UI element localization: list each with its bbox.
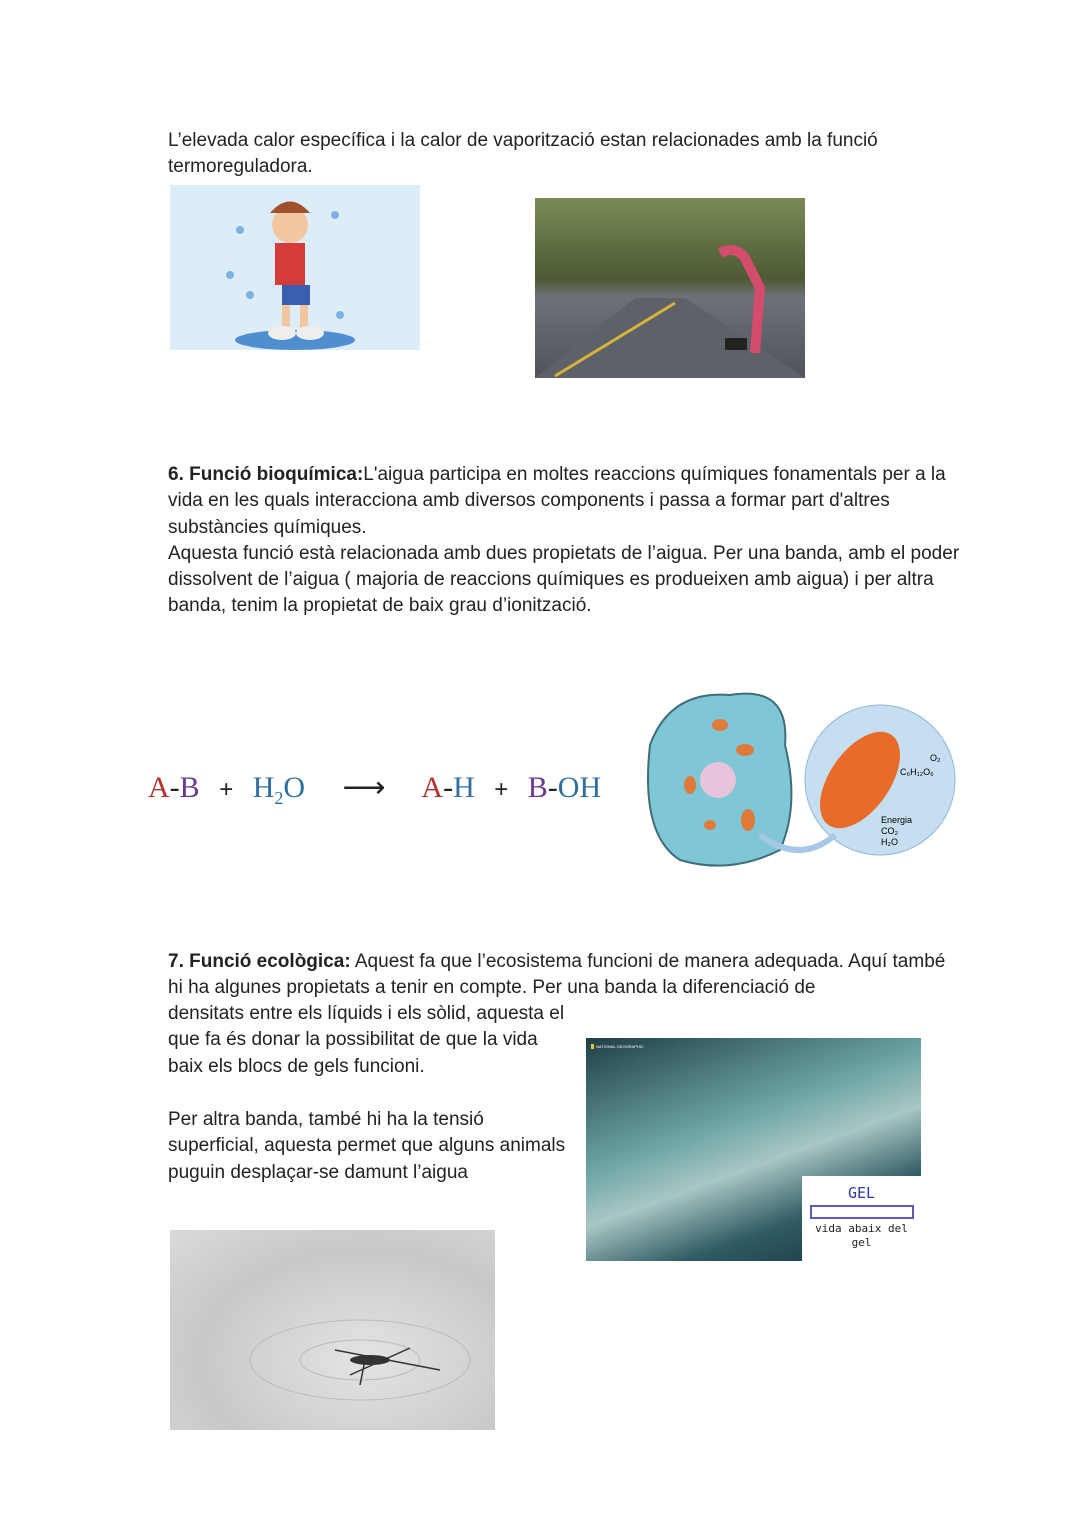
life-below-ice-label: vida abaix del gel bbox=[815, 1222, 908, 1249]
section-6-body: L'aigua participa en moltes reaccions químiques fonamentals per a la vida en les quals interacciona amb diversos components i passa a formar part d'altres substàncies químiques. bbox=[168, 464, 946, 538]
glucose-label: C₆H₁₂O₆ bbox=[900, 767, 934, 777]
eq-sub-2: 2 bbox=[274, 788, 284, 808]
eq-arrow: ⟶ bbox=[342, 771, 386, 804]
runner-road-photo bbox=[535, 198, 805, 378]
section-7-text bbox=[168, 949, 948, 1002]
co2-label: CO₂ bbox=[881, 826, 898, 836]
h2o-label: H₂O bbox=[881, 837, 898, 847]
under-ice-photo bbox=[586, 1038, 921, 1261]
national-geographic-logo: NATIONAL GEOGRAPHIC bbox=[591, 1044, 644, 1049]
section-7-tension-text: Per altra banda, també hi ha la tensió superficial, aquesta permet que alguns animals puguin desplaçar-se damunt l’aigua bbox=[168, 1109, 566, 1183]
sweating-cartoon-image bbox=[170, 185, 420, 350]
water-strider-photo bbox=[170, 1230, 495, 1430]
eq-dash2: - bbox=[443, 771, 454, 804]
section-6-heading: 6. Funció bioquímica: bbox=[168, 464, 364, 485]
eq-h: H bbox=[252, 771, 275, 804]
eq-a2: A bbox=[421, 771, 444, 804]
energia-label: Energia bbox=[881, 815, 913, 825]
o2-label: O₂ bbox=[930, 753, 941, 763]
section-6-body-2: Aquesta funció està relacionada amb dues propietats de l’aigua. Per una banda, amb el poder dissolvent de l’aigua ( majoria de reaccions químiques es produeixen amb aigua) i per altra banda, tenim la propietat de baix grau d’ionització. bbox=[168, 542, 960, 617]
cell-mitochondria-diagram bbox=[640, 685, 960, 875]
ice-label-box bbox=[802, 1176, 921, 1261]
section-7-density-text: densitats entre els líquids i els sòlid, aquesta el que fa és donar la possibilitat de que la vida baix els blocs de gels funcioni. bbox=[168, 1003, 565, 1077]
intro-line-2: termoreguladora. bbox=[168, 156, 313, 178]
section-6-text bbox=[168, 462, 968, 620]
eq-b2: B bbox=[527, 771, 548, 804]
eq-b: B bbox=[179, 771, 200, 804]
eq-h2: H bbox=[453, 771, 475, 804]
intro-text bbox=[168, 128, 968, 181]
eq-dash: - bbox=[169, 771, 180, 804]
eq-plus: + bbox=[219, 776, 234, 803]
section-7-body: Aquest fa que l’ecosistema funcioni de manera adequada. Aquí també hi ha algunes propietats a tenir en compte. Per una banda la diferenciació de bbox=[168, 951, 946, 999]
eq-o: O bbox=[283, 771, 306, 804]
eq-dash3: - bbox=[547, 771, 558, 804]
eq-a: A bbox=[148, 771, 170, 804]
intro-line-1: L’elevada calor específica i la calor de vaporització estan relacionades amb la funció bbox=[168, 130, 878, 151]
ice-block-rectangle bbox=[810, 1205, 914, 1219]
eq-oh: OH bbox=[557, 771, 602, 804]
eq-plus2: + bbox=[494, 776, 509, 803]
hydrolysis-equation bbox=[148, 770, 601, 809]
gel-label: GEL bbox=[847, 1184, 876, 1202]
section-7-heading: 7. Funció ecològica: bbox=[168, 951, 351, 972]
